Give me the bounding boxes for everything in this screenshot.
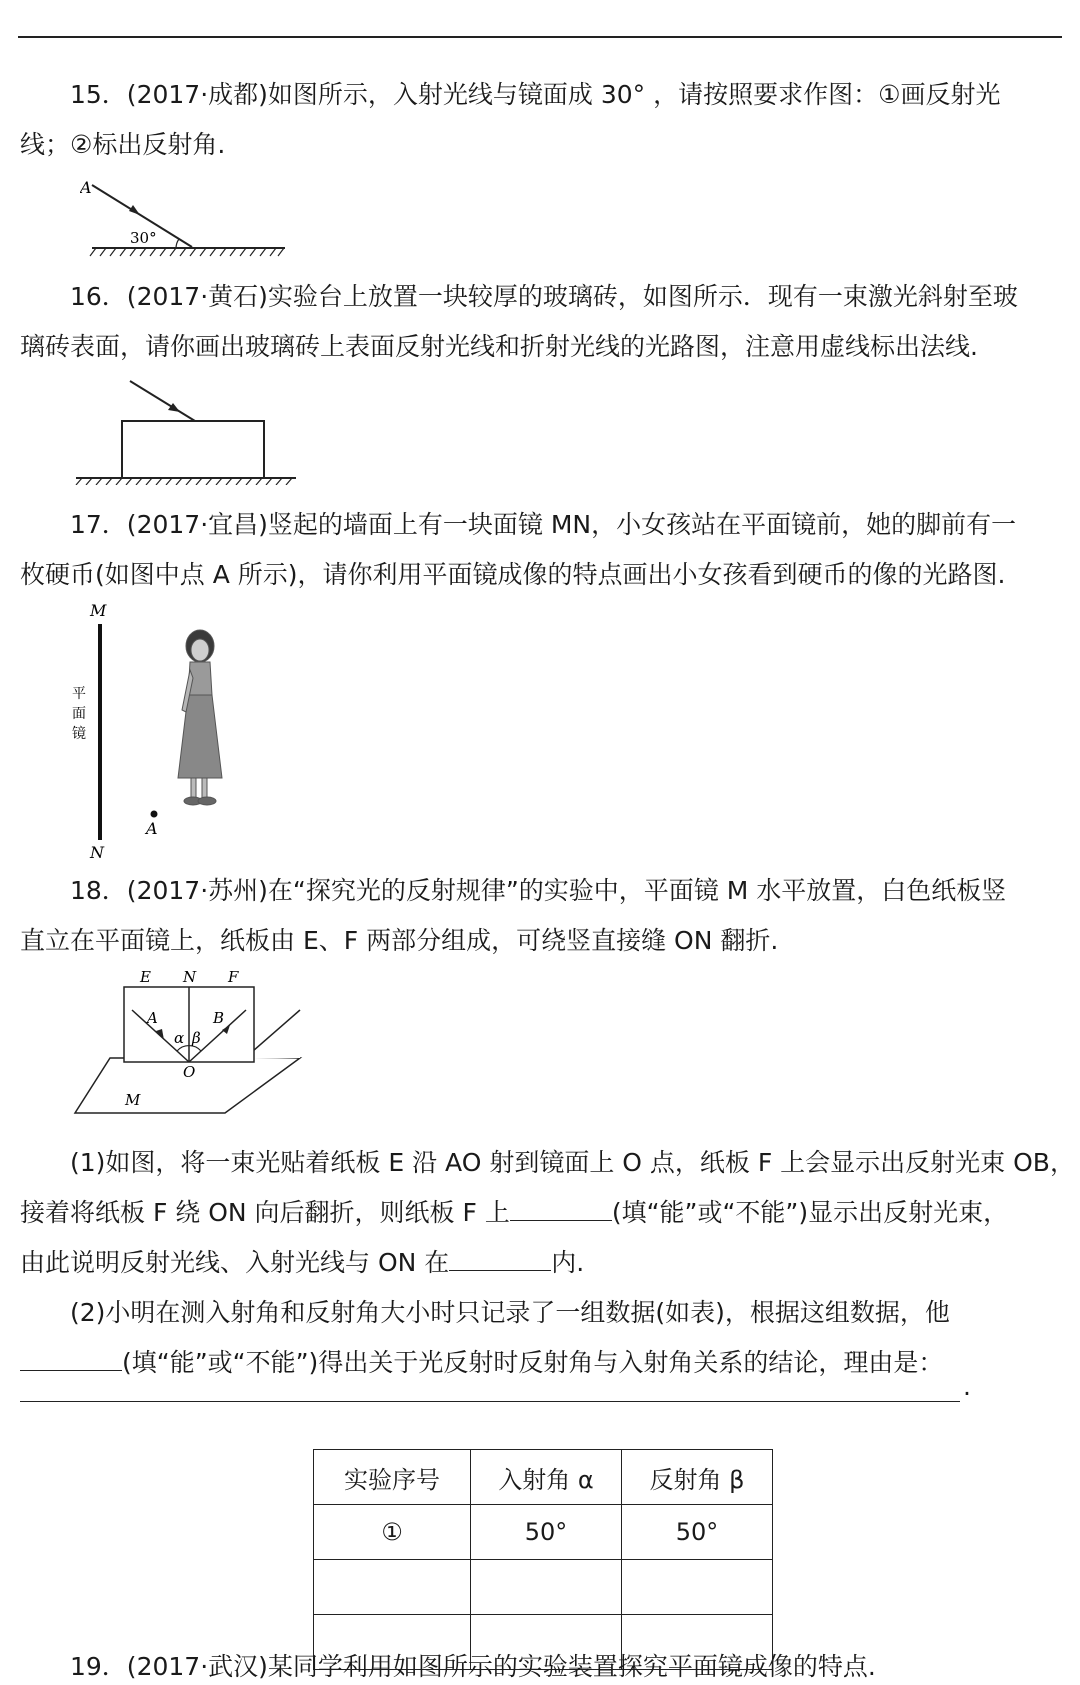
q18-figure [70, 970, 305, 1120]
q17-label-n: N [90, 843, 104, 860]
table-cell: 50° [622, 1505, 773, 1560]
q18-label-alpha: α [174, 1029, 185, 1047]
table-header-cell: 实验序号 [314, 1450, 471, 1505]
q15-angle: 30° [130, 229, 157, 247]
q15-figure [80, 175, 300, 260]
q18-part1-text-d: 内. [551, 1248, 585, 1277]
table-cell [471, 1560, 622, 1615]
girl-figure [178, 630, 222, 805]
q16-line1: 16．(2017·黄石)实验台上放置一块较厚的玻璃砖，如图所示．现有一束激光斜射至玻 [70, 282, 1018, 311]
table-cell [314, 1560, 471, 1615]
q17-figure [60, 600, 260, 860]
q18-label-o: O [183, 1063, 196, 1081]
table-cell [622, 1560, 773, 1615]
q18-part2-text: (填“能”或“不能”)得出关于光反射时反射角与入射角关系的结论，理由是： [122, 1348, 944, 1377]
q18-label-n: N [183, 970, 197, 986]
q17-mirror-char-3: 镜 [72, 726, 86, 742]
q18-label-m: M [125, 1091, 141, 1109]
q15-label-a: A [80, 178, 92, 197]
q15-line1: 15．(2017·成都)如图所示，入射光线与镜面成 30° ，请按照要求作图：①画反射光 [70, 80, 1001, 109]
q17-label-m: M [90, 601, 107, 620]
q18-label-b: B [213, 1009, 225, 1027]
q18-part1-text-b: (填“能”或“不能”)显示出反射光束， [611, 1198, 1009, 1227]
q16-figure [70, 375, 305, 485]
q19-line1: 19．(2017·武汉)某同学利用如图所示的实验装置探究平面镜成像的特点. [70, 1652, 876, 1681]
q18-part1-line2 [20, 1196, 1008, 1230]
q18-part1-text-a: 接着将纸板 F 绕 ON 向后翻折，则纸板 F 上 [20, 1198, 510, 1227]
answer-blank-3[interactable] [20, 1348, 122, 1371]
q18-part2-line2 [20, 1346, 943, 1380]
q18-part1-text-c: 由此说明反射光线、入射光线与 ON 在 [20, 1248, 450, 1277]
q18-label-a: A [147, 1009, 158, 1027]
q18-line2: 直立在平面镜上，纸板由 E、F 两部分组成，可绕竖直接缝 ON 翻折. [20, 926, 779, 955]
q18-label-f: F [228, 970, 239, 986]
table-header-cell: 反射角 β [622, 1450, 773, 1505]
q18-part2-line1: (2)小明在测入射角和反射角大小时只记录了一组数据(如表)，根据这组数据，他 [70, 1298, 950, 1327]
table-row [314, 1505, 773, 1560]
table-row [314, 1560, 773, 1615]
q18-line1: 18．(2017·苏州)在“探究光的反射规律”的实验中，平面镜 M 水平放置，白色纸板竖 [70, 876, 1007, 905]
q17-line1: 17．(2017·宜昌)竖起的墙面上有一块面镜 MN，小女孩站在平面镜前，她的脚前有一 [70, 510, 1017, 539]
table-cell: ① [314, 1505, 471, 1560]
data-table [313, 1449, 773, 1670]
q18-label-beta: β [192, 1029, 201, 1047]
table-header-row [314, 1450, 773, 1505]
table-cell: 50° [471, 1505, 622, 1560]
answer-line-period: . [963, 1372, 971, 1401]
q17-label-a: A [146, 819, 158, 838]
answer-blank-1[interactable] [510, 1198, 612, 1221]
answer-blank-2[interactable] [449, 1248, 551, 1271]
q15-line2: 线；②标出反射角. [20, 130, 226, 159]
q18-part1-line3 [20, 1246, 584, 1280]
top-rule [18, 36, 1062, 38]
table-header-cell: 入射角 α [471, 1450, 622, 1505]
q18-part1-line1: (1)如图，将一束光贴着纸板 E 沿 AO 射到镜面上 O 点，纸板 F 上会显示出反射光束 OB， [70, 1148, 1075, 1177]
answer-blank-4[interactable] [20, 1401, 960, 1402]
q18-label-e: E [140, 970, 151, 986]
q17-line2: 枚硬币(如图中点 A 所示)，请你利用平面镜成像的特点画出小女孩看到硬币的像的光路图. [20, 560, 1006, 589]
q17-mirror-char-2: 面 [72, 706, 86, 722]
q17-mirror-char-1: 平 [72, 686, 86, 702]
q16-line2: 璃砖表面，请你画出玻璃砖上表面反射光线和折射光线的光路图，注意用虚线标出法线. [20, 332, 978, 361]
